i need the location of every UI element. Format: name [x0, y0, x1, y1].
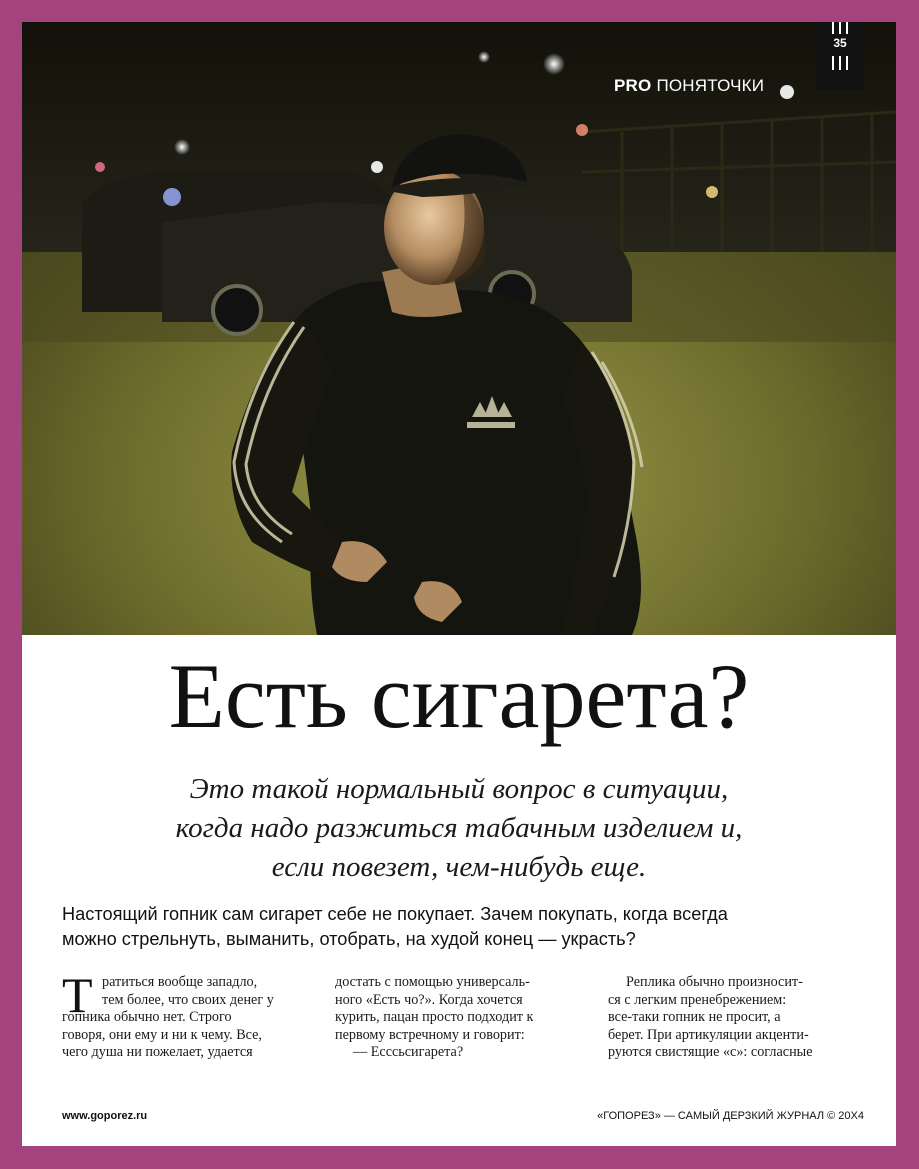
article-photo — [22, 22, 896, 635]
body-line: чего душа ни пожелает, удается — [62, 1044, 253, 1060]
article-headline: Есть сигарета? — [168, 645, 750, 747]
magazine-page — [22, 22, 896, 1146]
body-line: первому встречному и говорит: — [335, 1026, 525, 1043]
tab-bars-top — [832, 22, 848, 34]
subtitle-line: Это такой нормальный вопрос в ситуации, — [189, 773, 729, 805]
body-line: Реплика обычно произносит- — [626, 974, 803, 990]
tab-bar — [832, 56, 834, 70]
tab-bars-bottom — [832, 56, 848, 70]
body-line: тем более, что своих денег у — [102, 991, 274, 1008]
body-line: ного «Есть чо?». Когда хочется — [335, 991, 523, 1008]
body-line: достать с помощью универсаль- — [335, 974, 530, 990]
footer-tagline: «ГОПОРЕЗ» — САМЫЙ ДЕРЗКИЙ ЖУРНАЛ © 20X4 — [597, 1110, 864, 1122]
body-line: берет. При артикуляции акценти- — [608, 1026, 809, 1043]
article-lead — [62, 902, 862, 952]
body-line: говоря, они ему и ни к чему. Все, — [62, 1026, 262, 1043]
tab-bar — [846, 22, 848, 34]
lead-line: можно стрельнуть, выманить, отобрать, на худой конец — украсть? — [62, 929, 636, 949]
body-line: ся с легким пренебрежением: — [608, 991, 787, 1008]
photo-man-in-tracksuit-icon — [22, 22, 896, 635]
page-number: 35 — [833, 36, 847, 50]
body-line: курить, пацан просто подходит к — [335, 1009, 534, 1025]
drop-cap: Т — [62, 967, 93, 1023]
body-line: ратиться вообще западло, — [102, 974, 258, 990]
section-label-text: ПОНЯТОЧКИ — [656, 76, 765, 95]
body-line: — Есссьсигарета? — [353, 1044, 464, 1060]
article-subtitle — [62, 770, 856, 887]
subtitle-line: когда надо разжиться табачным изделием и, — [175, 812, 743, 844]
body-line: гопника обычно нет. Строго — [62, 1009, 232, 1025]
page-number-tab — [816, 22, 864, 90]
tab-bar — [846, 56, 848, 70]
body-column-3 — [608, 974, 858, 1062]
footer-website: www.goporez.ru — [62, 1110, 148, 1122]
section-label — [614, 76, 764, 96]
body-column-1 — [62, 974, 312, 1062]
tab-bar — [832, 22, 834, 34]
lead-line: Настоящий гопник сам сигарет себе не покупает. Зачем покупать, когда всегда — [62, 904, 728, 924]
body-line: все-таки гопник не просит, а — [608, 1009, 781, 1025]
body-column-2 — [335, 974, 585, 1062]
section-label-bold: PRO — [614, 76, 652, 95]
body-line: руются свистящие «с»: согласные — [608, 1044, 813, 1060]
tab-bar — [839, 22, 841, 34]
subtitle-line: если повезет, чем-нибудь еще. — [271, 851, 647, 883]
tab-bar — [839, 56, 841, 70]
